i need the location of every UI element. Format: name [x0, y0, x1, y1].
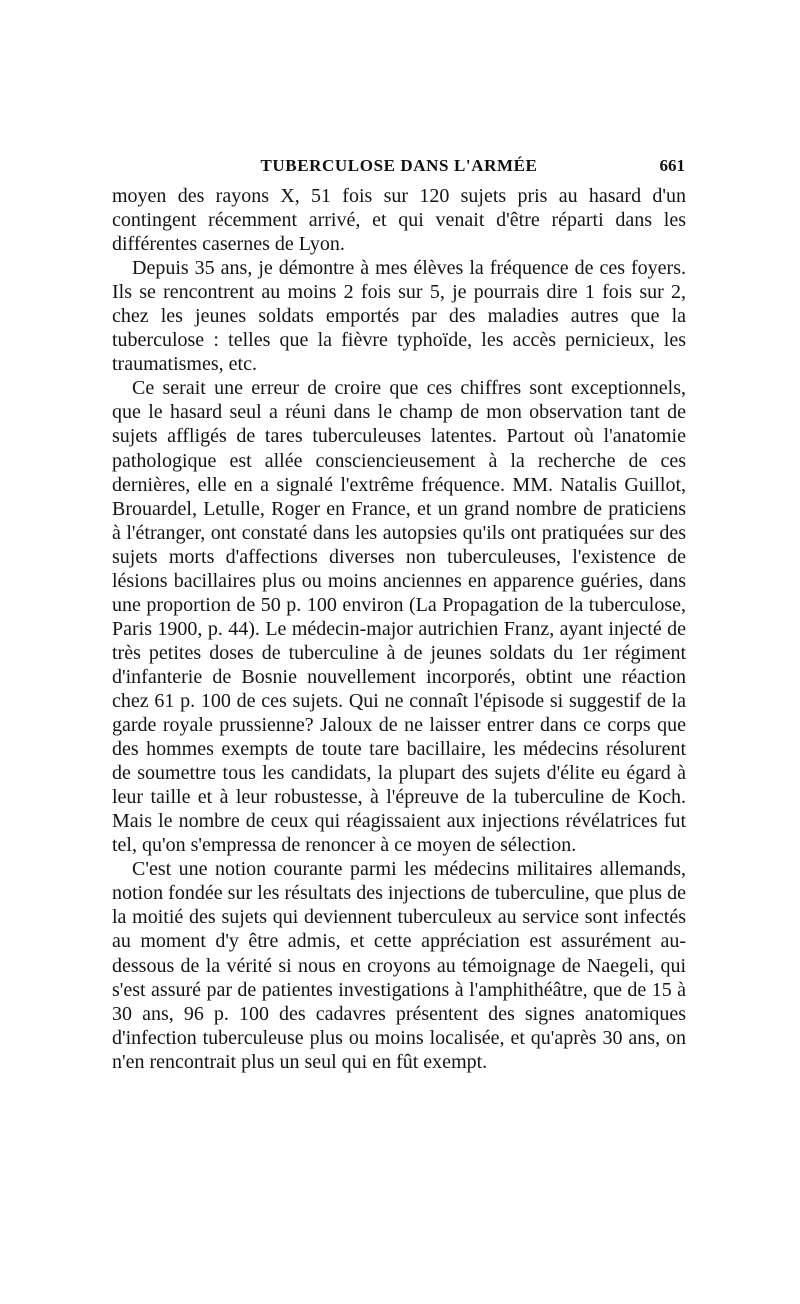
running-head — [113, 156, 685, 180]
body-text — [112, 184, 686, 1074]
paragraph: Ce serait une erreur de croire que ces chiffres sont exceptionnels, que le hasard seul a réuni dans le champ de mon observation tant de sujets affligés de tares tuberculeuses latentes. Partout où l'anatomie pathologique est allée consciencieusement à la recherche de ces dernières, elle en a signalé l'extrême fréquence. MM. Natalis Guillot, Brouardel, Letulle, Roger en France, et un grand nombre de praticiens à l'étranger, ont constaté dans les autopsies qu'ils ont pratiquées sur des sujets morts d'affections diverses non tuberculeuses, l'existence de lésions bacillaires plus ou moins anciennes en apparence guéries, dans une proportion de 50 p. 100 environ (La Propagation de la tuberculose, Paris 1900, p. 44). Le médecin-major autrichien Franz, ayant injecté de très petites doses de tuberculine à de jeunes soldats du 1er régiment d'infanterie de Bosnie nouvellement incorporés, obtint une réaction chez 61 p. 100 de ces sujets. Qui ne connaît l'épisode si suggestif de la garde royale prussienne? Jaloux de ne laisser entrer dans ce corps que des hommes exempts de toute tare bacillaire, les médecins résolurent de soumettre tous les candidats, la plupart des sujets d'élite eu égard à leur taille et à leur robustesse, à l'épreuve de la tuberculine de Koch. Mais le nombre de ceux qui réagissaient aux injections révélatrices fut tel, qu'on s'empressa de renoncer à ce moyen de sélection. — [112, 377, 686, 857]
page-number: 661 — [659, 156, 685, 175]
paragraph: C'est une notion courante parmi les médecins militaires allemands, notion fondée sur les résultats des injections de tuberculine, que plus de la moitié des sujets qui deviennent tuberculeux au service sont infectés au moment d'y être admis, et cette appréciation est assurément au-dessous de la vérité si nous en croyons au témoignage de Naegeli, qui s'est assuré par de patientes investigations à l'amphithéâtre, que de 15 à 30 ans, 96 p. 100 des cadavres présentent des signes anatomiques d'infection tuberculeuse plus ou moins localisée, et qu'après 30 ans, on n'en rencontrait plus un seul qui en fût exempt. — [112, 858, 686, 1073]
paragraph: moyen des rayons X, 51 fois sur 120 sujets pris au hasard d'un contingent récemment arrivé, et qui venait d'être réparti dans les différentes casernes de Lyon. — [112, 185, 686, 256]
paragraph: Depuis 35 ans, je démontre à mes élèves la fréquence de ces foyers. Ils se rencontrent au moins 2 fois sur 5, je pourrais dire 1 fois sur 2, chez les jeunes soldats emportés par des maladies autres que la tuberculose : telles que la fièvre typhoïde, les accès pernicieux, les traumatismes, etc. — [112, 257, 686, 376]
running-title: TUBERCULOSE DANS L'ARMÉE — [260, 156, 538, 175]
